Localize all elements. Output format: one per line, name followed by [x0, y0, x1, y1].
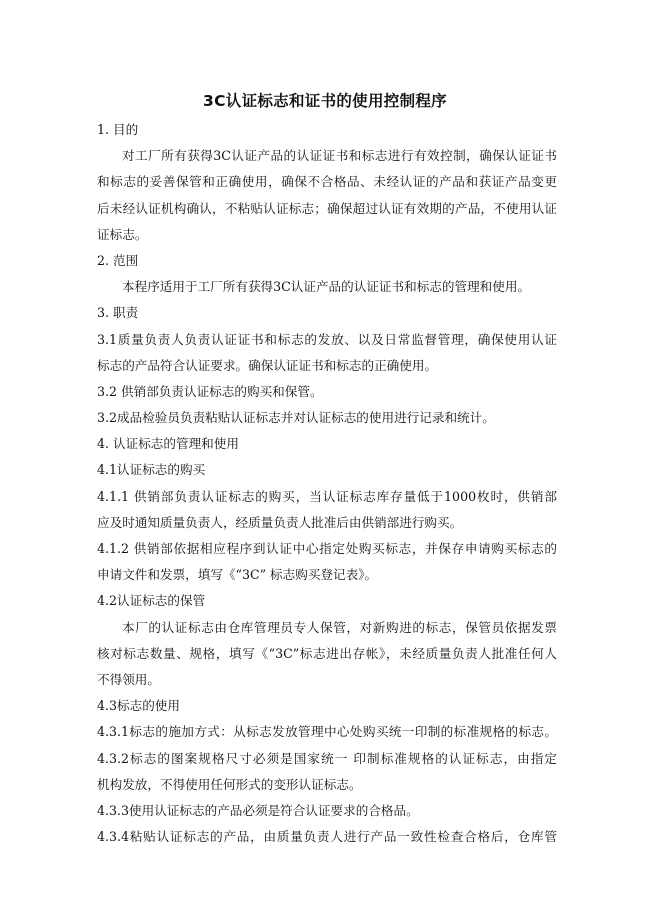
text-line: 4.3.4粘贴认证标志的产品，由质量负责人进行产品一致性检查合格后，仓库管 — [97, 829, 557, 845]
text-line: 和标志的妥善保管和正确使用，确保不合格品、未经认证的产品和获证产品变更 — [97, 174, 557, 190]
text-line: 证标志。 — [97, 226, 148, 242]
text-line: 4.1.1 供销部负责认证标志的购买，当认证标志库存量低于1000枚时，供销部 — [97, 488, 557, 504]
text-line: 4.1.2 供销部依据相应程序到认证中心指定处购买标志，并保存申请购买标志的 — [97, 541, 557, 556]
text-line: 4.1认证标志的购买 — [97, 462, 206, 478]
text-line: 2. 范围 — [97, 252, 139, 268]
page-title: 3C认证标志和证书的使用控制程序 — [203, 92, 447, 110]
text-line: 4.3标志的使用 — [97, 698, 180, 714]
text-line: 4. 认证标志的管理和使用 — [97, 436, 239, 452]
text-line: 申请文件和发票，填写《“3C” 标志购买登记表》。 — [97, 567, 378, 583]
text-line: 3.2成品检验员负责粘贴认证标志并对认证标志的使用进行记录和统计。 — [97, 410, 495, 426]
document-body — [97, 117, 557, 850]
text-line: 4.3.3使用认证标志的产品必须是符合认证要求的合格品。 — [97, 802, 419, 818]
text-line: 对工厂所有获得3C认证产品的认证证书和标志进行有效控制，确保认证证书 — [122, 148, 557, 164]
text-line: 应及时通知质量负责人，经质量负责人批准后由供销部进行购买。 — [97, 514, 463, 530]
text-line: 核对标志数量、规格，填写《“3C”标志进出存帐》，未经质量负责人批准任何人 — [97, 645, 557, 661]
text-line: 本程序适用于工厂所有获得3C认证产品的认证证书和标志的管理和使用。 — [122, 279, 531, 295]
text-line: 1. 目的 — [97, 122, 139, 137]
text-line: 后未经认证机构确认，不粘贴认证标志；确保超过认证有效期的产品，不使用认证 — [97, 200, 557, 216]
text-line: 3.2 供销部负责认证标志的购买和保管。 — [97, 383, 323, 399]
text-line: 本厂的认证标志由仓库管理员专人保管，对新购进的标志，保管员依据发票 — [122, 619, 557, 635]
text-line: 4.2认证标志的保管 — [97, 593, 206, 609]
text-line: 3. 职责 — [97, 305, 139, 321]
text-line: 机构发放，不得使用任何形式的变形认证标志。 — [97, 776, 362, 792]
text-line: 3.1质量负责人负责认证证书和标志的发放、以及日常监督管理，确保使用认证 — [97, 331, 557, 347]
text-line: 4.3.2标志的图案规格尺寸必须是国家统一 印制标准规格的认证标志，由指定 — [97, 750, 557, 766]
text-line: 标志的产品符合认证要求。确保认证证书和标志的正确使用。 — [97, 357, 438, 373]
text-line: 不得领用。 — [97, 671, 160, 687]
text-line: 4.3.1标志的施加方式：从标志发放管理中心处购买统一印制的标准规格的标志。 — [97, 724, 557, 740]
